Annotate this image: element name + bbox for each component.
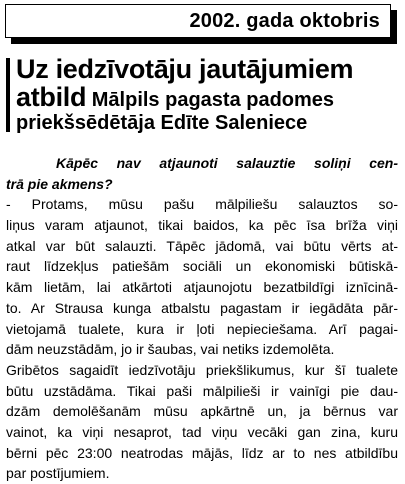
answer-line: - Protams, mūsu pašu mālpiliešu salauztos so- [6, 196, 398, 213]
answer-line: kām lietām, lai atkārtoti atjaunojotu bezatbildīgi iznīcinā- [6, 279, 398, 296]
answer-line: raut līdzekļus patiešām sociāli un ekonomiski būtiskā- [6, 258, 398, 275]
answer-line: liņus varam atjaunot, tikai baidos, ka pēc īsa brīža viņi [6, 217, 398, 234]
issue-date: 2002. gada oktobris [189, 10, 380, 32]
headline-line-1: Uz iedzīvotāju jautājumiem [16, 54, 354, 84]
answer-line: vainot, ka viņi nesaprot, tad viņu vecāki gan zina, kuru [6, 423, 398, 440]
answer-line: to. Ar Strausa kunga atbalstu pagastam ir iegādāta pār- [6, 299, 398, 316]
headline-line-3: priekšsēdētāja Edīte Saleniece [16, 112, 308, 134]
answer-line: būtu uzstādāma. Tikai paši mālpilieši ir vainīgi pie dau- [6, 382, 398, 399]
answer-line: bērni pēc 23:00 neatrodas mājās, līdz ar to nes atbildību [6, 444, 398, 461]
headline [0, 50, 405, 136]
article-body [6, 153, 398, 484]
answer-line: dām neuzstādām, jo ir šaubas, vai netiks izdemolēta. [6, 341, 335, 358]
question-line: trā pie akmens? [6, 175, 113, 192]
answer [6, 194, 398, 484]
answer-line: dzām demolēšanām mūsu apkārtnē un, ja bērnus var [6, 403, 398, 420]
answer-line: par postījumiem. [6, 465, 110, 482]
headline-lead-word: atbild [16, 82, 87, 112]
question [6, 153, 398, 194]
headline-subtitle: Mālpils pagasta padomes [86, 89, 335, 111]
answer-line: vietojamā tualete, kura ir ļoti nepieciešama. Arī pagai- [6, 320, 398, 337]
answer-line: Gribētos sagaidīt iedzīvotāju priekšlikumus, kur šī tualete [6, 361, 398, 378]
headline-rule [6, 58, 10, 132]
question-line: Kāpēc nav atjaunoti salauztie soliņi cen- [56, 155, 398, 171]
answer-line: atkal var būt salauzti. Tāpēc jādomā, vai būtu vērts at- [6, 237, 398, 254]
date-bar [5, 4, 391, 38]
